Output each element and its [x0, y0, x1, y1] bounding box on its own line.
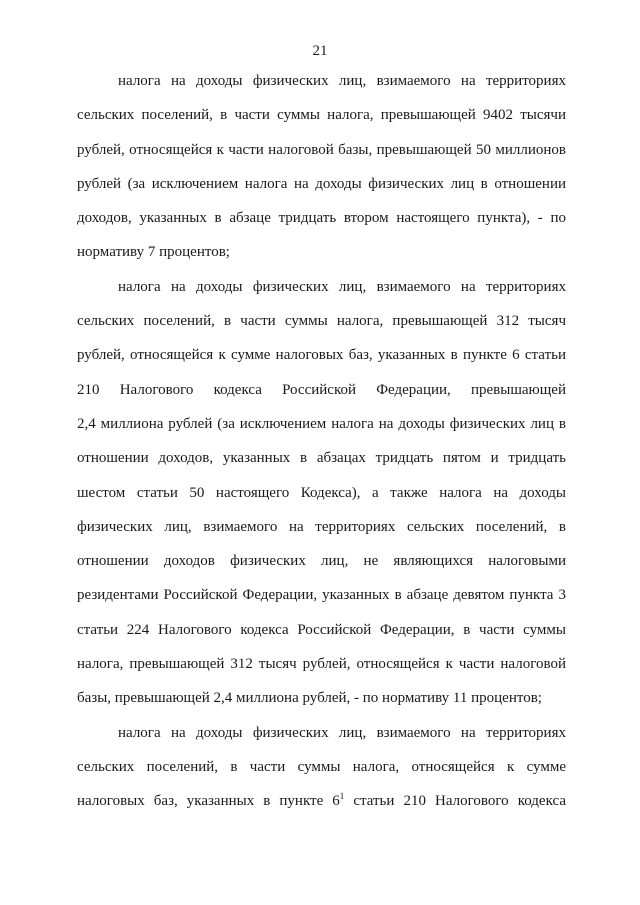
- text-line: отношении доходов, указанных в абзацах тридцать пятом и тридцать: [77, 450, 566, 467]
- text-fragment: налоговых баз, указанных в пункте 6: [77, 793, 340, 810]
- text-line: отношении доходов физических лиц, не являющихся налоговыми: [77, 553, 566, 570]
- text-line: физических лиц, взимаемого на территориях сельских поселений, в: [77, 518, 566, 535]
- text-line: налога на доходы физических лиц, взимаемого на территориях: [118, 278, 566, 295]
- text-line: рублей (за исключением налога на доходы физических лиц в отношении: [77, 175, 566, 192]
- text-line: статьи 224 Налогового кодекса Российской Федерации, в части суммы: [77, 621, 566, 638]
- superscript: 1: [339, 791, 345, 802]
- text-line: сельских поселений, в части суммы налога, относящейся к сумме: [77, 758, 566, 775]
- text-line: рублей, относящейся к части налоговой базы, превышающей 50 миллионов: [77, 141, 566, 158]
- text-line-with-superscript: [77, 784, 566, 818]
- text-line: шестом статьи 50 настоящего Кодекса), а также налога на доходы: [77, 484, 566, 501]
- text-line: резидентами Российской Федерации, указанных в абзаце девятом пункта 3: [77, 587, 566, 604]
- text-line: налога на доходы физических лиц, взимаемого на территориях: [118, 73, 566, 89]
- text-line: базы, превышающей 2,4 миллиона рублей, - по нормативу 11 процентов;: [77, 690, 542, 707]
- page-number: 21: [312, 43, 328, 59]
- text-line: 2,4 миллиона рублей (за исключением налога на доходы физических лиц в: [77, 415, 566, 432]
- text-line: налога, превышающей 312 тысяч рублей, относящейся к части налоговой: [77, 656, 566, 673]
- document-body: [77, 64, 566, 819]
- text-line: рублей, относящейся к сумме налоговых баз, указанных в пункте 6 статьи: [77, 347, 566, 364]
- text-line: 210 Налогового кодекса Российской Федерации, превышающей: [77, 381, 566, 398]
- text-fragment: статьи 210 Налогового кодекса: [344, 793, 566, 810]
- text-line: доходов, указанных в абзаце тридцать втором настоящего пункта), - по: [77, 210, 566, 227]
- text-line: нормативу 7 процентов;: [77, 244, 230, 261]
- text-line: налога на доходы физических лиц, взимаемого на территориях: [118, 724, 566, 741]
- text-line: сельских поселений, в части суммы налога, превышающей 9402 тысячи: [77, 107, 566, 124]
- text-line: сельских поселений, в части суммы налога, превышающей 312 тысяч: [77, 313, 566, 330]
